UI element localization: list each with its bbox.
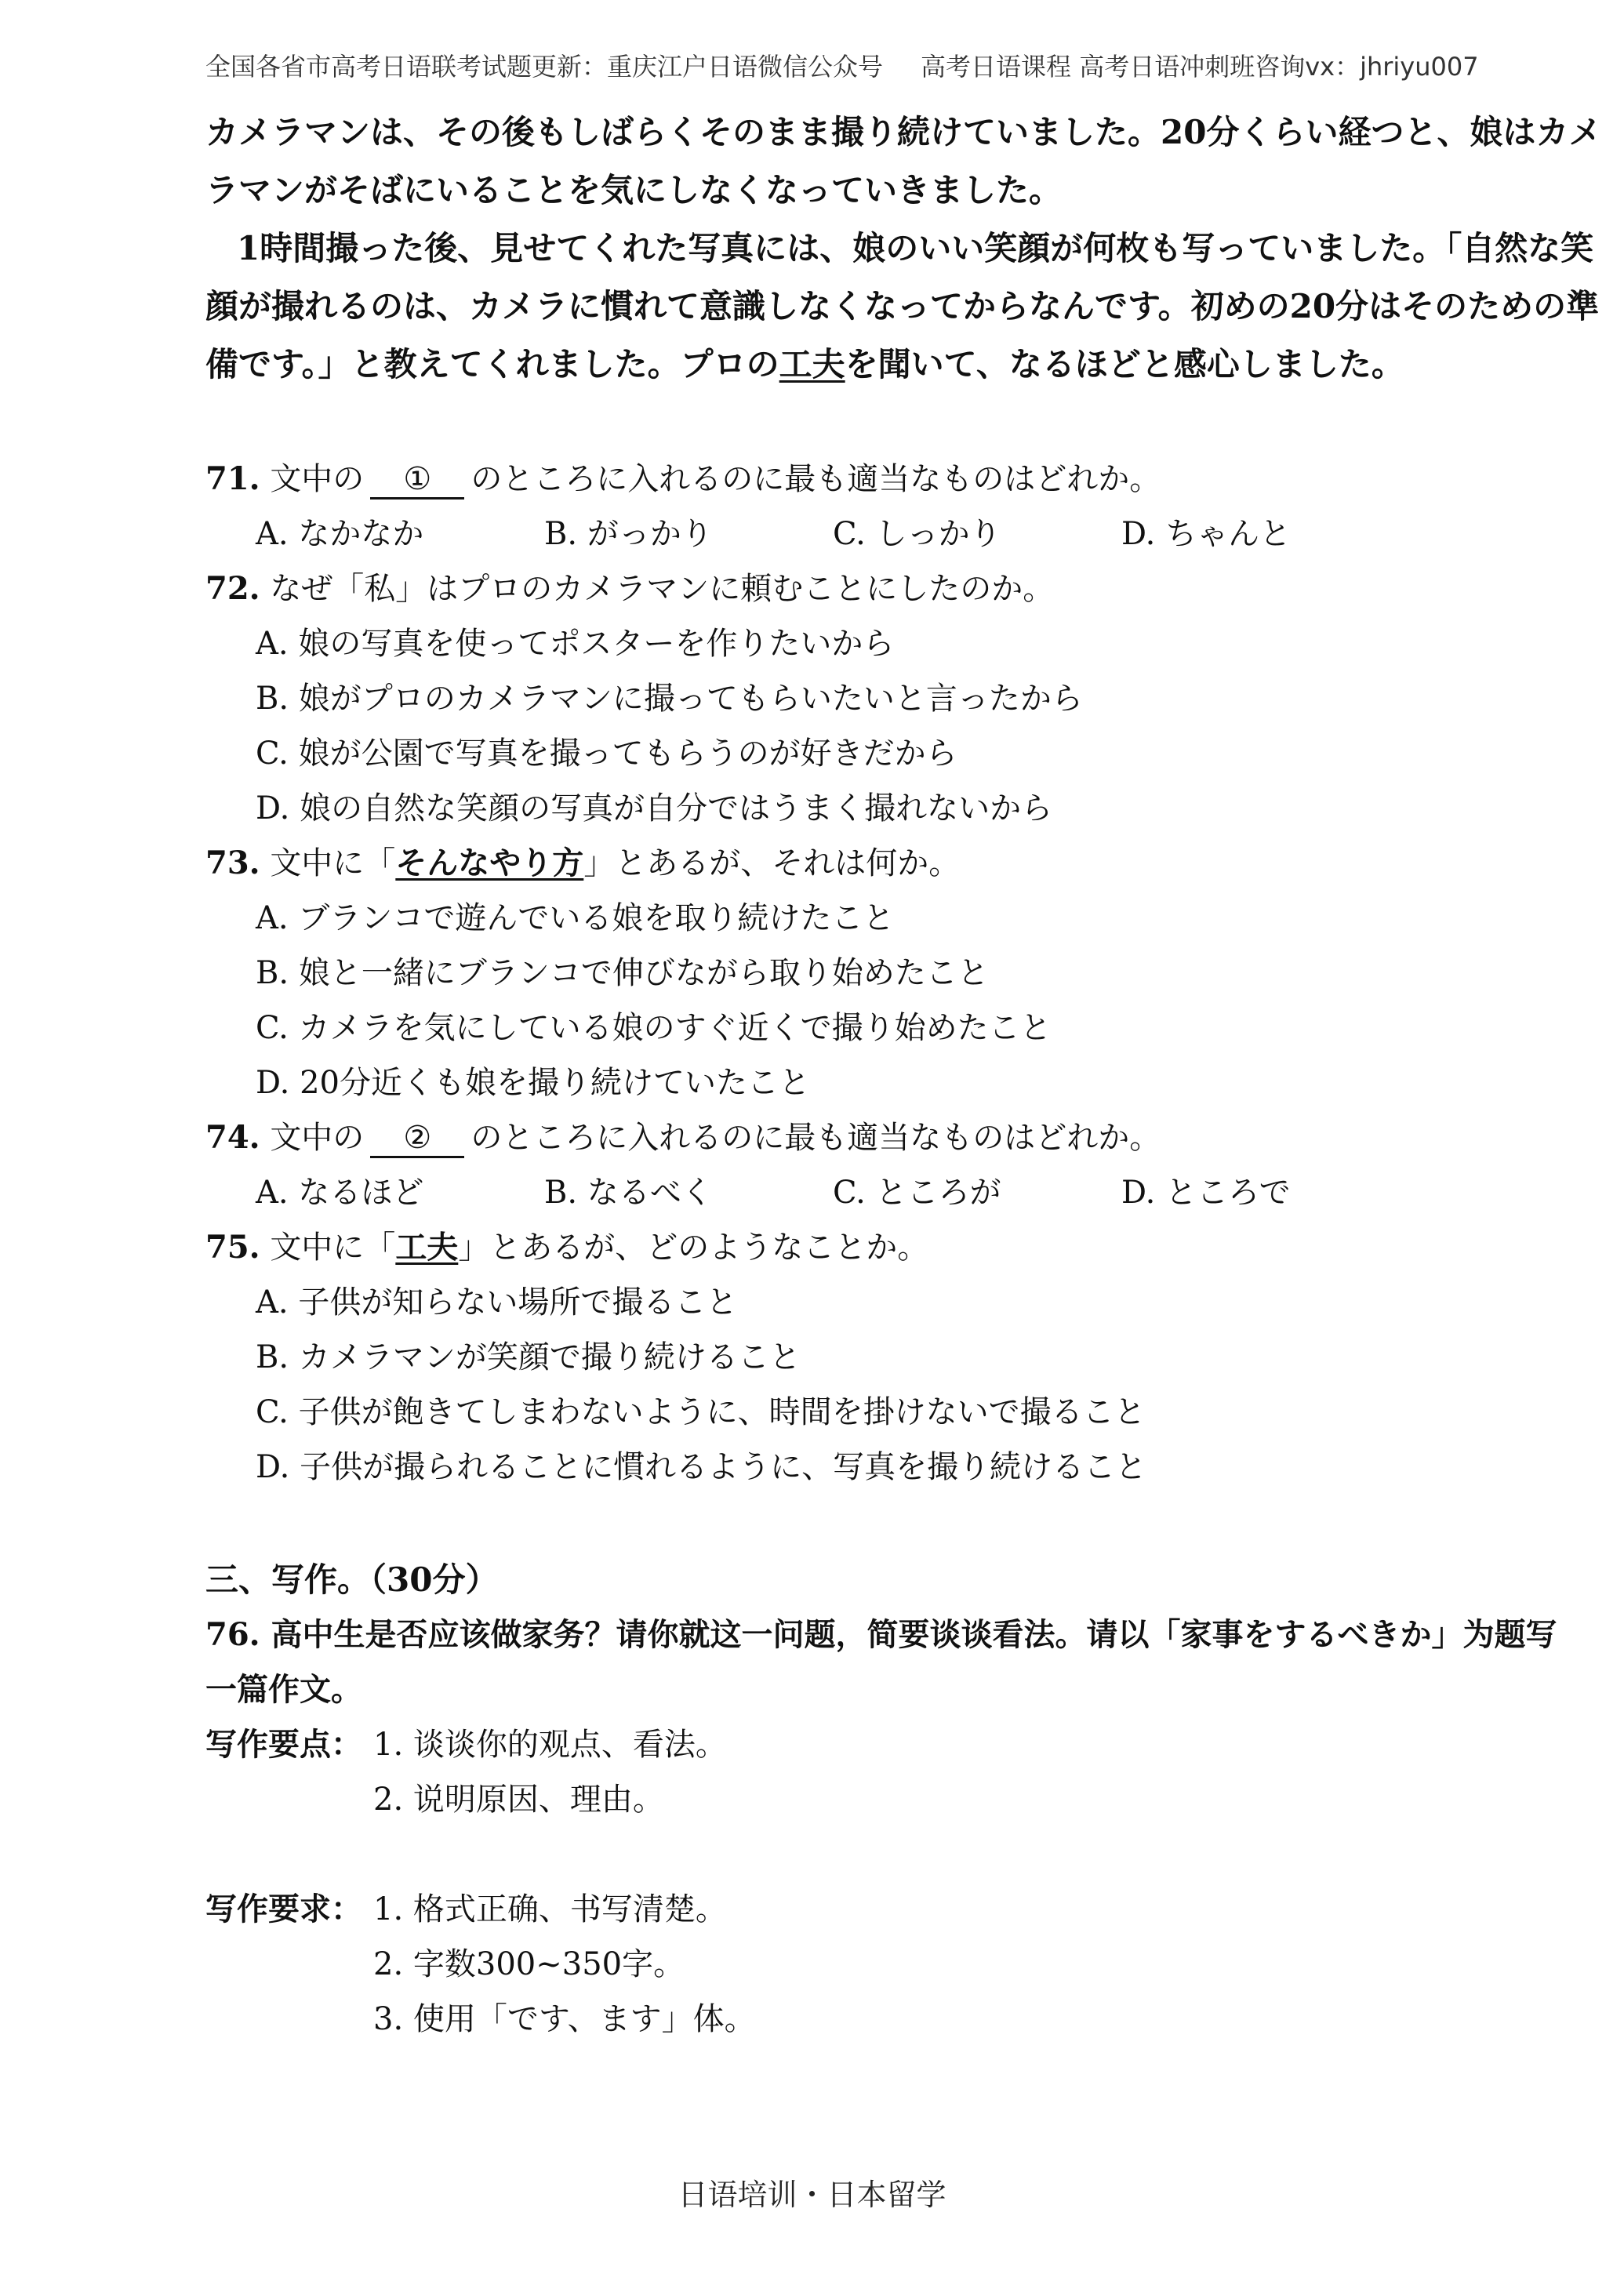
option-a: A. 子供が知らない場所で撮ること bbox=[256, 1284, 738, 1321]
question-75 bbox=[205, 1220, 1601, 1495]
option-b: B. 娘と一緒にブランコで伸びながら取り始めたこと bbox=[256, 955, 989, 991]
option-a: A. ブランコで遊んでいる娘を取り続けたこと bbox=[256, 900, 895, 936]
option-c: C. ところが bbox=[833, 1175, 1001, 1211]
list-item: 1. 格式正确、书写清楚。 bbox=[373, 1891, 727, 1927]
question-number: 71. bbox=[205, 460, 260, 497]
stem-text: 文中の bbox=[270, 1120, 365, 1156]
option-d: D. ところで bbox=[1121, 1175, 1291, 1211]
question-74 bbox=[205, 1110, 1601, 1220]
passage-text: 備です。」と教えてくれました。プロの bbox=[205, 345, 779, 383]
list-item: 2. 字数300~350字。 bbox=[373, 1946, 685, 1982]
option-a: A. なかなか bbox=[256, 516, 424, 552]
question-stem bbox=[205, 836, 1601, 891]
stem-text: 文中に「 bbox=[270, 1230, 396, 1266]
list-item: 2. 说明原因、理由。 bbox=[373, 1782, 664, 1818]
option-c: C. しっかり bbox=[833, 516, 1001, 552]
stem-text: のところに入れるのに最も適当なものはどれか。 bbox=[470, 1120, 1161, 1156]
list-item: 3. 使用「です、ます」体。 bbox=[373, 2001, 756, 2037]
reading-passage bbox=[205, 104, 1601, 394]
writing-section bbox=[205, 1553, 1601, 2047]
question-stem bbox=[205, 1220, 1601, 1275]
stem-text: 」とあるが、それは何か。 bbox=[583, 845, 961, 881]
question-stem bbox=[205, 452, 1601, 507]
question-stem bbox=[205, 1110, 1601, 1165]
passage-line: 顔が撮れるのは、カメラに慣れて意識しなくなってからなんです。初めの20分はそのための準 bbox=[205, 287, 1600, 325]
option-a: A. 娘の写真を使ってポスターを作りたいから bbox=[256, 626, 895, 662]
passage-line: 1時間撮った後、見せてくれた写真には、娘のいい笑顔が何枚も写っていました。「自然な笑 bbox=[237, 229, 1594, 267]
writing-requirements bbox=[205, 1882, 1601, 2047]
stem-text: のところに入れるのに最も適当なものはどれか。 bbox=[470, 461, 1161, 497]
option-c: C. 子供が飽きてしまわないように、時間を掛けないで撮ること bbox=[256, 1394, 1146, 1430]
question-number: 74. bbox=[205, 1119, 260, 1156]
option-d: D. 子供が撮られることに慣れるように、写真を撮り続けること bbox=[256, 1449, 1147, 1485]
points-list bbox=[373, 1717, 727, 1827]
requirements-label: 写作要求： bbox=[205, 1891, 362, 1927]
question-71 bbox=[205, 452, 1601, 561]
header-left-text: 全国各省市高考日语联考试题更新：重庆江户日语微信公众号 bbox=[205, 52, 884, 82]
option-b: B. 娘がプロのカメラマンに撮ってもらいたいと言ったから bbox=[256, 681, 1083, 717]
stem-text: 文中の bbox=[270, 461, 365, 497]
underlined-term: 工夫 bbox=[779, 345, 845, 383]
passage-line: ラマンがそばにいることを気にしなくなっていきました。 bbox=[205, 171, 1063, 209]
question-72 bbox=[205, 561, 1601, 836]
list-item: 1. 谈谈你的观点、看法。 bbox=[373, 1727, 727, 1763]
exam-page bbox=[205, 104, 1601, 2047]
requirements-list bbox=[373, 1882, 756, 2047]
option-row bbox=[205, 1165, 1601, 1220]
option-c: C. 娘が公園で写真を撮ってもらうのが好きだから bbox=[256, 736, 957, 772]
passage-text: を聞いて、なるほどと感心しました。 bbox=[845, 345, 1404, 383]
option-b: B. がっかり bbox=[544, 516, 713, 552]
option-d: D. ちゃんと bbox=[1121, 516, 1292, 552]
stem-text: 文中に「 bbox=[270, 845, 396, 881]
writing-points bbox=[205, 1717, 1601, 1827]
option-b: B. カメラマンが笑顔で撮り続けること bbox=[256, 1339, 801, 1375]
stem-text: なぜ「私」はプロのカメラマンに頼むことにしたのか。 bbox=[270, 571, 1055, 607]
question-number: 72. bbox=[205, 570, 260, 607]
option-row bbox=[205, 507, 1601, 561]
question-number: 73. bbox=[205, 845, 260, 881]
option-c: C. カメラを気にしている娘のすぐ近くで撮り始めたこと bbox=[256, 1010, 1052, 1046]
page-footer: 日语培训・日本留学 bbox=[678, 2178, 946, 2212]
underlined-term: 工夫 bbox=[395, 1229, 459, 1266]
question-number: 75. bbox=[205, 1229, 260, 1266]
blank-marker: ① bbox=[370, 461, 464, 500]
underlined-term: そんなやり方 bbox=[395, 845, 584, 881]
writing-prompt-line: 一篇作文。 bbox=[205, 1671, 362, 1708]
passage-line: カメラマンは、その後もしばらくそのまま撮り続けていました。20分くらい経つと、娘はカメ bbox=[205, 113, 1602, 151]
option-d: D. 20分近くも娘を撮り続けていたこと bbox=[256, 1065, 810, 1101]
question-73 bbox=[205, 836, 1601, 1110]
section-title: 三、写作。（30分） bbox=[205, 1560, 499, 1599]
blank-marker: ② bbox=[370, 1120, 464, 1158]
passage-line bbox=[205, 336, 1601, 394]
header-right-text: 高考日语课程 高考日语冲刺班咨询vx：jhriyu007 bbox=[921, 52, 1479, 82]
option-a: A. なるほど bbox=[256, 1175, 424, 1211]
points-label: 写作要点： bbox=[205, 1726, 362, 1763]
writing-prompt-line: 76. 高中生是否应该做家务？请你就这一问题，简要谈谈看法。请以「家事をするべきか」为题写 bbox=[205, 1616, 1557, 1653]
option-b: B. なるべく bbox=[544, 1175, 713, 1211]
stem-text: 」とあるが、どのようなことか。 bbox=[458, 1230, 929, 1266]
question-stem bbox=[205, 561, 1601, 616]
option-d: D. 娘の自然な笑顔の写真が自分ではうまく撮れないから bbox=[256, 790, 1053, 826]
page-header bbox=[205, 47, 1601, 83]
question-list bbox=[205, 452, 1601, 1495]
